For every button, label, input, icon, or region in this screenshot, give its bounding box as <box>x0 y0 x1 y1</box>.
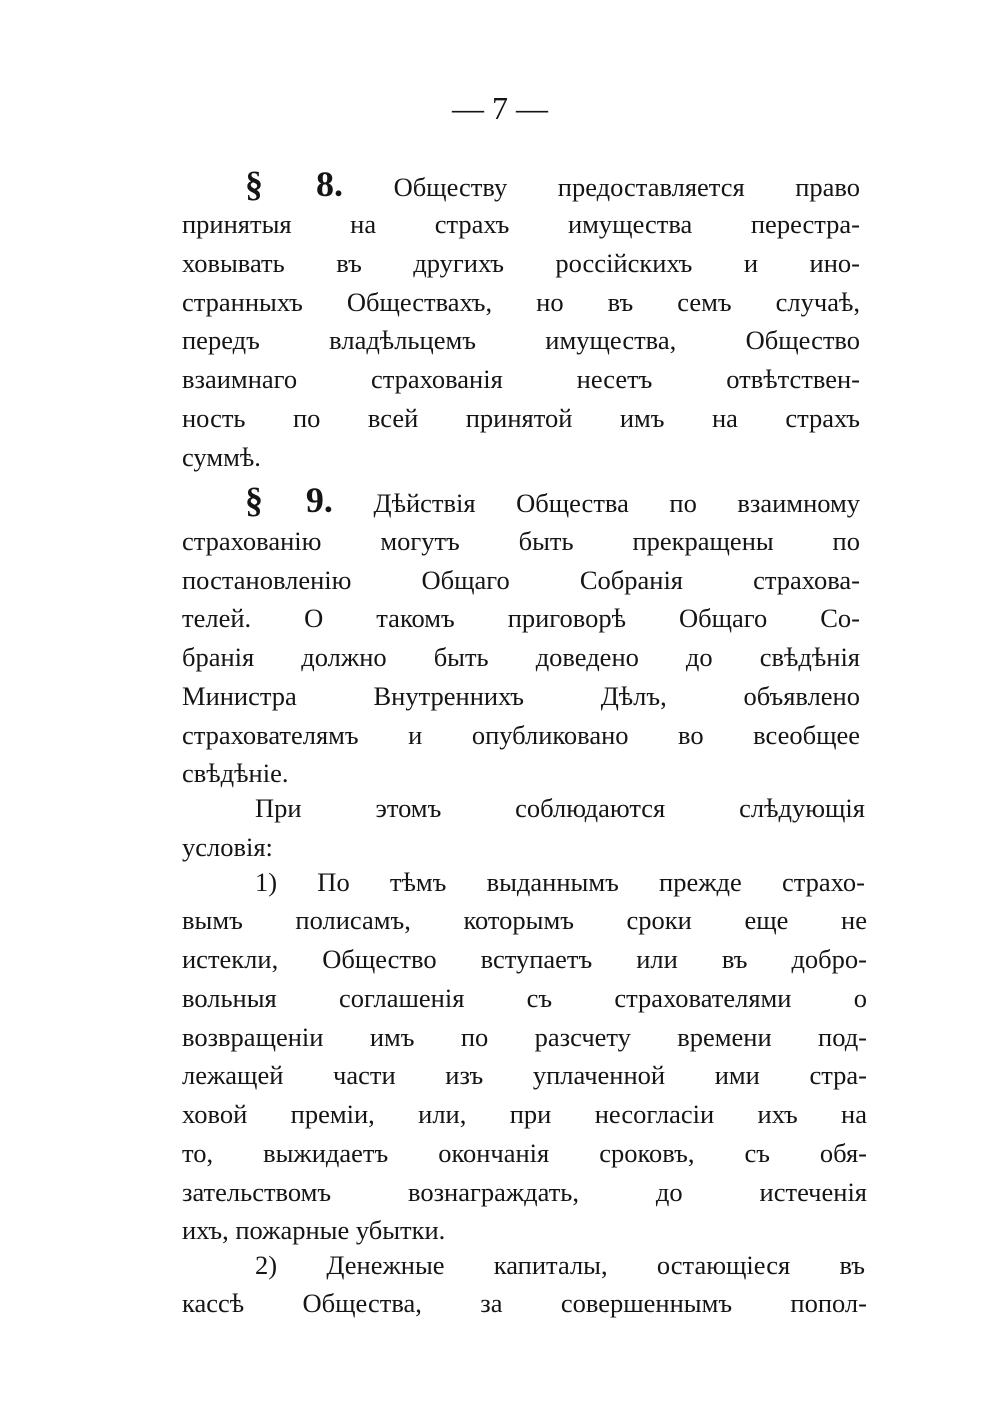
text-line: свѣдѣніе. <box>182 758 289 788</box>
text-line: лежащей части изъ уплаченной ими стра- <box>182 1060 867 1090</box>
text-line: телей. О такомъ приговорѣ Общаго Со- <box>182 603 860 633</box>
text-line: зательствомъ вознаграждать, до истеченія <box>182 1177 867 1207</box>
text-line: § 9. Дѣйствія Общества по взаимному <box>245 480 861 520</box>
text-line: При этомъ соблюдаются слѣдующія <box>255 793 865 823</box>
text-line: вымъ полисамъ, которымъ сроки еще не <box>182 905 867 935</box>
text-line: 1) По тѣмъ выданнымъ прежде страхо- <box>255 867 865 897</box>
section-mark: § 9. <box>245 480 333 520</box>
text-line: кассѣ Общества, за совершеннымъ попол- <box>182 1288 867 1318</box>
text-line: страхователямъ и опубликовано во всеобщее <box>182 720 860 750</box>
text-line: вольныя соглашенія съ страхователями о <box>182 983 867 1013</box>
text-line: то, выжидаетъ окончанія сроковъ, съ обя- <box>182 1138 867 1168</box>
text-line: страхованію могутъ быть прекращены по <box>182 526 860 556</box>
text-line: возвращеніи имъ по разсчету времени под- <box>182 1022 867 1052</box>
text-line: условія: <box>182 832 273 862</box>
text-line: взаимнаго страхованія несетъ отвѣтствен- <box>182 364 860 394</box>
text-line: ность по всей принятой имъ на страхъ <box>182 403 860 433</box>
text-line: ховой преміи, или, при несогласіи ихъ на <box>182 1099 867 1129</box>
text-line: принятыя на страхъ имущества перестра- <box>182 209 860 239</box>
text-line: ховывать въ другихъ россійскихъ и ино- <box>182 248 860 278</box>
text-line: § 8. Обществу предоставляется право <box>245 164 861 204</box>
text-line: бранія должно быть доведено до свѣдѣнія <box>182 642 860 672</box>
text-line: передъ владѣльцемъ имущества, Общество <box>182 325 860 355</box>
section-mark: § 8. <box>245 164 343 204</box>
text-line: Министра Внутреннихъ Дѣлъ, объявлено <box>182 681 860 711</box>
text-line: странныхъ Обществахъ, но въ семъ случаѣ, <box>182 287 860 317</box>
text-line: истекли, Общество вступаетъ или въ добро- <box>182 944 867 974</box>
page-number: — 7 — <box>452 90 548 126</box>
text-line: постановленію Общаго Собранія страхова- <box>182 565 860 595</box>
text-line: 2) Денежные капиталы, остающіеся въ <box>255 1250 865 1280</box>
text-line: суммѣ. <box>182 442 261 472</box>
text-line: ихъ, пожарные убытки. <box>182 1215 446 1245</box>
